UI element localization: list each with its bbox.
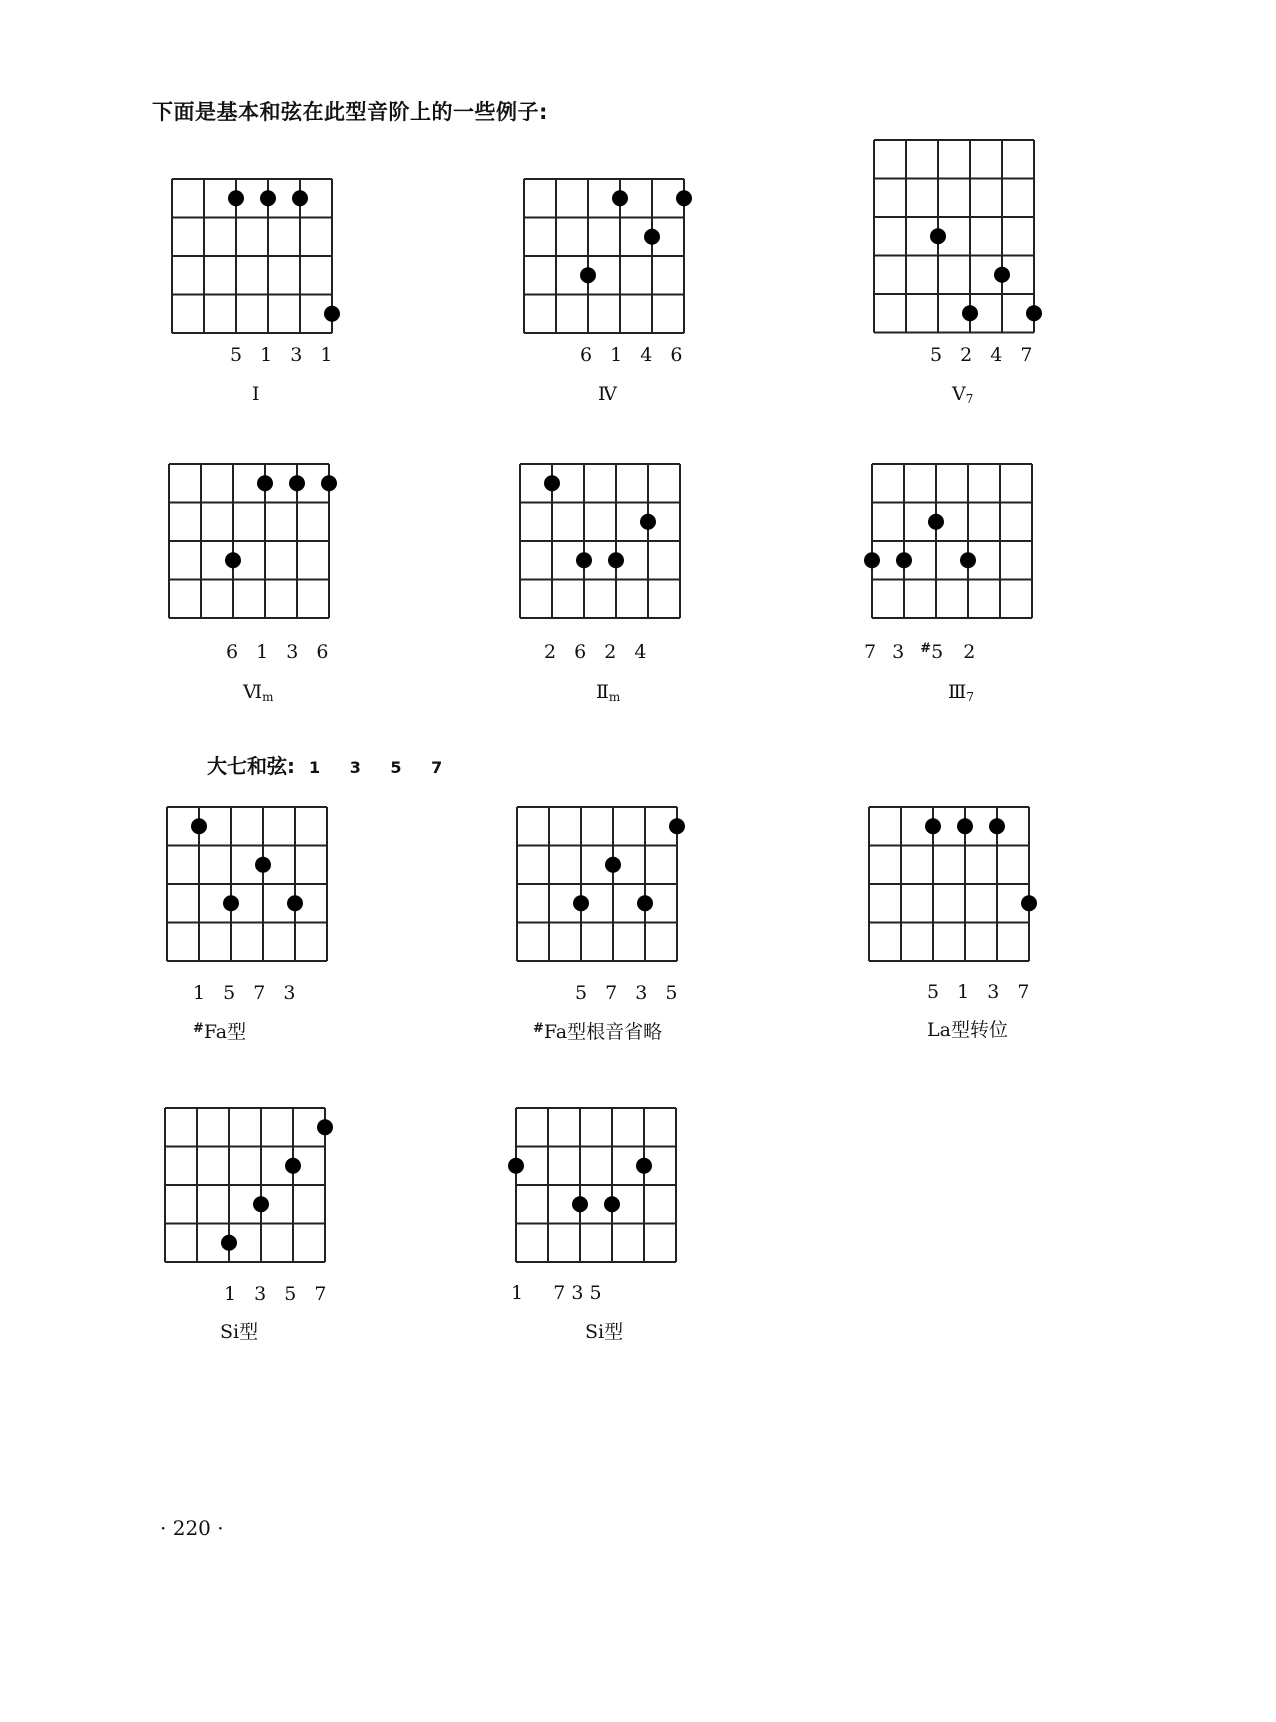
- fretboard-grid: [517, 807, 682, 962]
- finger-dot: [572, 1196, 588, 1212]
- chord-notes: 6 1 3 6: [226, 641, 329, 663]
- finger-dot: [228, 190, 244, 206]
- finger-dot: [580, 267, 596, 283]
- finger-dot: [994, 267, 1010, 283]
- finger-dot: [255, 857, 271, 873]
- chord-notes: 1 3 5 7: [224, 1283, 327, 1305]
- chord-name: $V_7$: [952, 383, 974, 406]
- finger-dot: [644, 229, 660, 245]
- finger-dot: [864, 552, 880, 568]
- chord-name: #Fa型: [193, 1021, 247, 1043]
- finger-dot: [324, 306, 340, 322]
- finger-dot: [221, 1235, 237, 1251]
- finger-dot: [321, 475, 337, 491]
- chord-name: $Ⅱ_m$: [596, 681, 621, 704]
- chord-name: Ⅳ: [598, 383, 617, 405]
- finger-dot: [223, 895, 239, 911]
- finger-dot: [225, 552, 241, 568]
- finger-dot: [960, 552, 976, 568]
- fretboard-grid: [869, 807, 1034, 962]
- finger-dot: [544, 475, 560, 491]
- finger-dot: [669, 818, 685, 834]
- finger-dot: [637, 895, 653, 911]
- finger-dot: [925, 818, 941, 834]
- chord-name: #Fa型根音省略: [533, 1021, 663, 1043]
- intro-text: 下面是基本和弦在此型音阶上的一些例子:: [152, 100, 548, 124]
- fretboard-grid: [874, 140, 1039, 335]
- finger-dot: [292, 190, 308, 206]
- finger-dot: [573, 895, 589, 911]
- finger-dot: [508, 1158, 524, 1174]
- finger-dot: [257, 475, 273, 491]
- chord-notes: 1 5 7 3: [193, 982, 296, 1004]
- fretboard-grid: [520, 464, 685, 619]
- chord-notes: 5 7 3 5: [575, 982, 678, 1004]
- finger-dot: [930, 228, 946, 244]
- finger-dot: [608, 552, 624, 568]
- finger-dot: [1021, 895, 1037, 911]
- chord-name: $Ⅵ_m$: [243, 681, 274, 704]
- chord-name: Si型: [585, 1321, 624, 1343]
- section-title: 大七和弦: 1 3 5 7: [207, 754, 443, 778]
- finger-dot: [604, 1196, 620, 1212]
- page-number: · 220 ·: [160, 1516, 224, 1540]
- chord-notes: 6 1 4 6: [580, 344, 683, 366]
- finger-dot: [576, 552, 592, 568]
- fretboard-grid: [172, 179, 337, 334]
- finger-dot: [896, 552, 912, 568]
- finger-dot: [928, 514, 944, 530]
- finger-dot: [605, 857, 621, 873]
- finger-dot: [989, 818, 1005, 834]
- finger-dot: [253, 1196, 269, 1212]
- finger-dot: [636, 1158, 652, 1174]
- finger-dot: [289, 475, 305, 491]
- fretboard-grid: [516, 1108, 681, 1263]
- finger-dot: [640, 514, 656, 530]
- fretboard-grid: [524, 179, 689, 334]
- chord-notes: 1 7 3 5: [511, 1282, 602, 1304]
- fretboard-grid: [165, 1108, 330, 1263]
- finger-dot: [317, 1119, 333, 1135]
- chord-notes: 2 6 2 4: [544, 641, 647, 663]
- finger-dot: [612, 190, 628, 206]
- finger-dot: [962, 305, 978, 321]
- chord-name: Si型: [220, 1321, 259, 1343]
- finger-dot: [287, 895, 303, 911]
- chord-notes: 5 2 4 7: [930, 344, 1033, 366]
- finger-dot: [191, 818, 207, 834]
- chord-notes: 5 1 3 7: [927, 981, 1030, 1003]
- finger-dot: [260, 190, 276, 206]
- fretboard-grid: [169, 464, 334, 619]
- finger-dot: [285, 1158, 301, 1174]
- finger-dot: [676, 190, 692, 206]
- chord-name: Ⅰ: [252, 383, 260, 405]
- chord-notes: 5 1 3 1: [230, 344, 333, 366]
- chord-notes: 7 3 #5 2: [864, 641, 976, 663]
- finger-dot: [957, 818, 973, 834]
- finger-dot: [1026, 305, 1042, 321]
- fretboard-grid: [872, 464, 1037, 619]
- fretboard-grid: [167, 807, 332, 962]
- chord-name: $Ⅲ_7$: [948, 681, 974, 704]
- chord-name: La型转位: [927, 1019, 1008, 1041]
